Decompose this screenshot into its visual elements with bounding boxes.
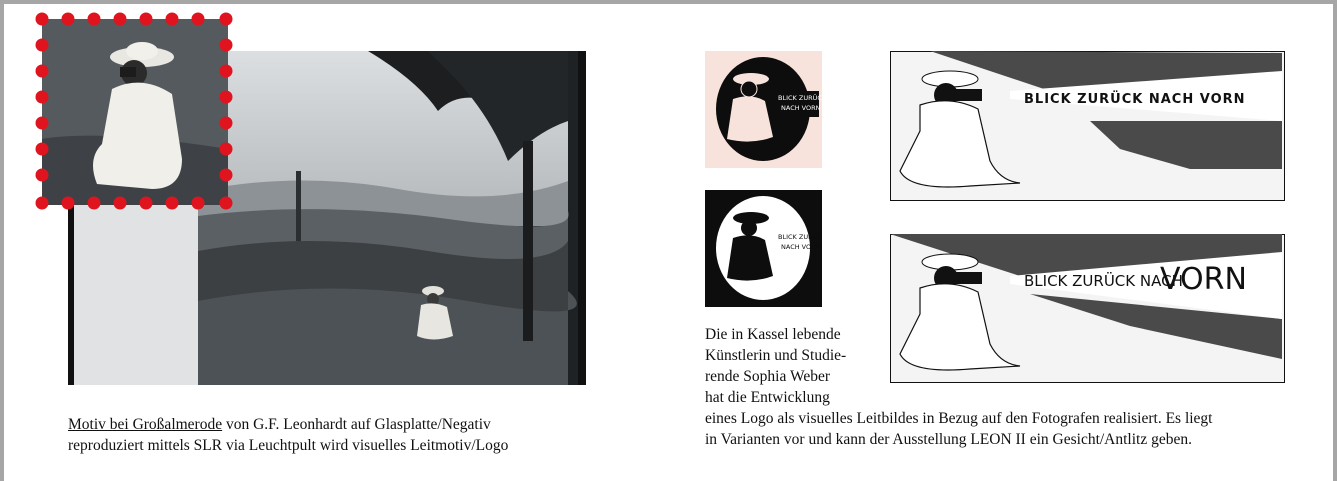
banner2-text-a: BLICK ZURÜCK NACH [1024,272,1183,290]
caption-line1-rest: von G.F. Leonhardt auf Glasplatte/Negativ [222,416,491,433]
description-wide [705,408,1305,450]
logo-variant-white-circle [705,190,822,307]
banner2-text-b: VORN [1160,262,1247,297]
logo1-text-line2: NACH VORN [781,104,821,112]
logo2-text-line2: NACH VORN [781,243,821,251]
logo2-text-line1: BLICK ZURÜCK [778,233,822,241]
logo-banner-1 [890,51,1285,201]
logo1-text-line1: BLICK ZURÜCK [778,94,822,102]
caption-line2: reproduziert mittels SLR via Leuchtpult wird visuelles Leitmotiv/Logo [68,437,509,454]
logo-variant-black-circle [705,51,822,168]
description-narrow [705,324,880,408]
description-line: eines Logo als visuelles Leitbildes in Bezug auf den Fotografen realisiert. Es liegt [705,410,1213,427]
description-line: in Varianten vor und kann der Ausstellung LEON II ein Gesicht/Antlitz geben. [705,431,1192,448]
description-line: hat die Entwicklung [705,389,830,406]
description-line: Die in Kassel lebende [705,326,841,343]
caption-title: Motiv bei Großalmerode [68,416,223,433]
banner1-text: BLICK ZURÜCK NACH VORN [1024,92,1246,107]
logo-banner-2 [890,234,1285,383]
description-line: rende Sophia Weber [705,368,831,385]
description-line: Künstlerin und Studie- [705,347,847,364]
inset-crop-photo [42,19,228,205]
photo-caption [68,414,628,456]
